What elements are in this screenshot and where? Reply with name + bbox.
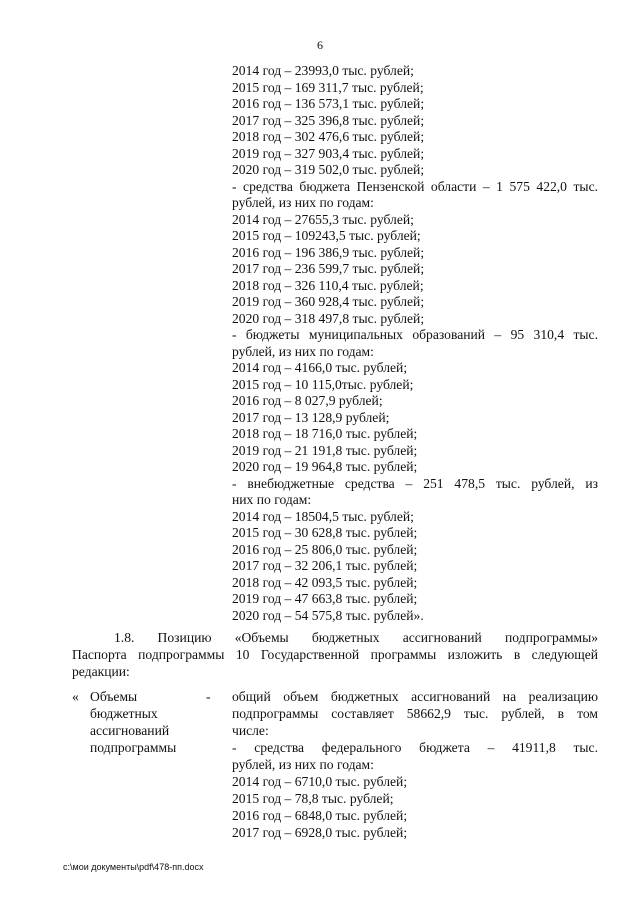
text-line: 2018 год – 42 093,5 тыс. рублей;: [232, 574, 418, 590]
label-lines: [90, 688, 176, 756]
text-line: 2014 год – 23993,0 тыс. рублей;: [232, 63, 414, 78]
open-quote: «: [72, 689, 79, 704]
text-line: - бюджеты муниципальных образований – 95 310,4 тыс.: [232, 327, 598, 342]
amendment-paragraph: [72, 629, 598, 680]
text-line: 2017 год – 32 206,1 тыс. рублей;: [232, 558, 418, 573]
label-line: ассигнований: [90, 723, 170, 738]
text-line: 2017 год – 325 396,8 тыс. рублей;: [232, 112, 425, 128]
text-line: 2014 год – 4166,0 тыс. рублей;: [232, 360, 408, 375]
text-line: 2020 год – 54 575,8 тыс. рублей».: [232, 607, 424, 623]
text-line: 2020 год – 318 497,8 тыс. рублей;: [232, 310, 425, 326]
text-line: рублей, из них по годам:: [232, 343, 374, 359]
paragraph-line: редакции:: [72, 664, 130, 679]
value-line: 2017 год – 6928,0 тыс. рублей;: [232, 825, 408, 840]
text-line: 2015 год – 30 628,8 тыс. рублей;: [232, 525, 418, 540]
value-line: числе:: [232, 723, 269, 738]
text-line: 2018 год – 326 110,4 тыс. рублей;: [232, 277, 424, 293]
text-line: 2018 год – 18 716,0 тыс. рублей;: [232, 426, 418, 441]
text-line: 2017 год – 236 599,7 тыс. рублей;: [232, 261, 425, 276]
value-line: 2016 год – 6848,0 тыс. рублей;: [232, 808, 408, 823]
label-line: подпрограммы: [90, 740, 177, 755]
text-line: 2020 год – 319 502,0 тыс. рублей;: [232, 162, 425, 177]
text-line: 2020 год – 19 964,8 тыс. рублей;: [232, 459, 418, 474]
text-line: - средства бюджета Пензенской области – 1 575 422,0 тыс.: [232, 178, 598, 194]
value-column: [232, 688, 598, 841]
paragraph-line: Паспорта подпрограммы 10 Государственной программы изложить в следующей: [72, 647, 598, 662]
text-line: 2019 год – 360 928,4 тыс. рублей;: [232, 294, 425, 309]
value-line: - средства федерального бюджета – 41911,8 тыс.: [232, 740, 598, 755]
text-line: 2019 год – 21 191,8 тыс. рублей;: [232, 442, 418, 458]
separator-dash: -: [206, 689, 211, 704]
value-line: рублей, из них по годам:: [232, 757, 374, 772]
text-line: 2014 год – 18504,5 тыс. рублей;: [232, 508, 414, 524]
text-line: 2016 год – 196 386,9 тыс. рублей;: [232, 244, 425, 260]
text-line: 2015 год – 109243,5 тыс. рублей;: [232, 228, 421, 243]
text-line: 2015 год – 10 115,0тыс. рублей;: [232, 376, 414, 392]
text-line: 2018 год – 302 476,6 тыс. рублей;: [232, 129, 425, 144]
page-number: 6: [317, 38, 323, 52]
text-line: 2016 год – 8 027,9 рублей;: [232, 393, 383, 408]
text-line: 2017 год – 13 128,9 рублей;: [232, 409, 390, 425]
value-line: 2014 год – 6710,0 тыс. рублей;: [232, 774, 408, 789]
text-line: 2019 год – 47 663,8 тыс. рублей;: [232, 591, 418, 606]
text-line: них по годам:: [232, 492, 312, 507]
file-path-footer: c:\мои документы\pdf\478-пп.docx: [63, 862, 204, 872]
text-line: 2016 год – 25 806,0 тыс. рублей;: [232, 541, 418, 557]
value-line: общий объем бюджетных ассигнований на реализацию: [232, 689, 598, 704]
text-line: 2016 год – 136 573,1 тыс. рублей;: [232, 96, 425, 111]
text-line: 2015 год – 169 311,7 тыс. рублей;: [232, 79, 424, 95]
label-line: Объемы: [90, 689, 138, 704]
label-line: бюджетных: [90, 706, 158, 721]
funding-by-year-block: [232, 63, 598, 624]
text-line: - внебюджетные средства – 251 478,5 тыс. рублей, из: [232, 475, 598, 491]
value-line: подпрограммы составляет 58662,9 тыс. рублей, в том: [232, 706, 598, 721]
text-line: рублей, из них по годам:: [232, 195, 374, 210]
text-line: 2014 год – 27655,3 тыс. рублей;: [232, 211, 414, 227]
text-line: 2019 год – 327 903,4 тыс. рублей;: [232, 145, 425, 161]
paragraph-line: 1.8. Позицию «Объемы бюджетных ассигнований подпрограммы»: [114, 630, 598, 645]
value-line: 2015 год – 78,8 тыс. рублей;: [232, 791, 394, 806]
